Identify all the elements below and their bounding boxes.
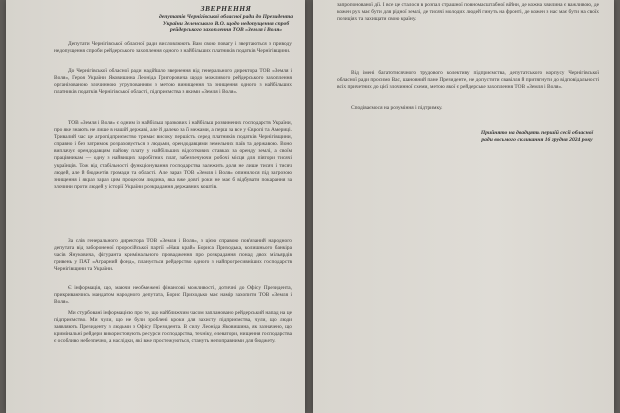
document-page-right xyxy=(313,0,614,413)
closing-line: Сподіваємося на розуміння і підтримку. xyxy=(351,105,443,111)
appeal-subtitle: депутатів Чернігівської обласної ради до Президента України Зеленського В.О. щодо недопущення спроб рейдерського захоплення ТОВ «Земля і Воля» xyxy=(158,13,294,34)
paragraph: Депутати Чернігівської обласної ради висловлюють Вам свою повагу і звертаються з приводу недопущення спроби рейдерського захоплення одного з найбільших платників податків Чернігівщини. xyxy=(54,41,292,55)
paragraph: Від імені багатотисячного трудового колективу підприємства, депутатського корпусу Чернігівської обласної ради просимо Вас, шановний пане Президенте, не допустити свавілля й притягнути до відповідальності всіх причетних до цієї злочинної схеми, метою якої є рейдерське захоплення ТОВ «Земля і Воля». xyxy=(337,70,599,91)
appeal-heading xyxy=(156,6,296,34)
paragraph: ТОВ «Земля і Воля» є одним із найбільш зразкових і найбільш розвинених господарств України, про яке знають не лише в нашій державі, але й далеко за її межами, а перш за все у Європі та Америці. Тривалий час це агропідприємство тримає високу першість серед платників податків Чернігівщини, справно і без затримок розраховується з людьми, орендодавцями земельних паїв та державою. Воно виплачує орендодавцям пайову плату у найбільших відсоткових ставках за оренду землі, а своїм працівникам — одну з найвищих заробітних плат, забезпечуючи робочі місця для півтори тисячі українців. Тож від стабільності функціонування господарства залежить доля не лише тисяч і тисяч людей, але й бюджетів громади та області. Але зараз ТОВ «Земля і Воля» опинилося під загрозою знищення і якраз зараз цим процесом людина, яка вже довгі роки не має б відбувати покарання за злочини проти людей у історії України розкрадання державних коштів. xyxy=(54,120,292,190)
paragraph: Є інформація, що, маючи необмежені фінансові можливості, дотичні до Офісу Президента, прикриваючись мандатом народного депутата, Борис Приходько має намір захопити ТОВ «Земля і Воля». xyxy=(54,285,292,306)
document-page-left xyxy=(6,0,305,413)
paragraph: запропонованої дії. І все це сталося в розпал страшної повномасштабної війни, де кожна хвилина є важливою, де кожен рух має бути для рідної землі, де тисячі молодих людей гинуть на фронті, де кожен з нас має бути на своїх позиціях та захищати свою країну. xyxy=(337,2,599,23)
paragraph: За слів генерального директора ТОВ «Земля і Воля», з цією справою пов'язаний народного депутата від забороненої проросійської партії «Наш край» Бориса Приходька, колишнього банкіра часів Януковича, фігуранта кримінального провадження про розкрадання понад двох мільярдів гривень у ПАТ «Аграрний фонд», планується рейдерство одного з найпрогресивніших господарств Чернігівщини та України. xyxy=(54,238,292,273)
adoption-note: Прийнято на двадцять першій сесії обласної ради восьмого скликання 16 грудня 2024 року xyxy=(480,130,594,143)
appeal-title: ЗВЕРНЕННЯ xyxy=(200,4,252,13)
paragraph: Ми стурбовані інформацією про те, що найближчим часом заплановано рейдерський напад на це підприємство. Ми чули, що не були зроблені кроки для захисту підприємства, чули, що люди заявляють Президенту з людьми з Офісу Президента. В силу Леоніда Яковишина, як зазначено, що кримінальні рейдери використовують ресурси господарства, техніку, елеватори, нищення господарства є особливо небезпечно, а наслідки, які вже простежуються, стануть непоправними для бюджету. xyxy=(54,310,292,345)
paragraph: До Чернігівської обласної ради надійшло звернення від генерального директора ТОВ «Земля і Воля», Героя України Яковишина Леоніда Григоровича щодо можливого рейдерського захоплення організованою злочинною угрупованням з метою винищення та знищення одного з найбільших платників податків Чернігівської області, підприємства з якими «Земля і Воля». xyxy=(54,68,292,96)
